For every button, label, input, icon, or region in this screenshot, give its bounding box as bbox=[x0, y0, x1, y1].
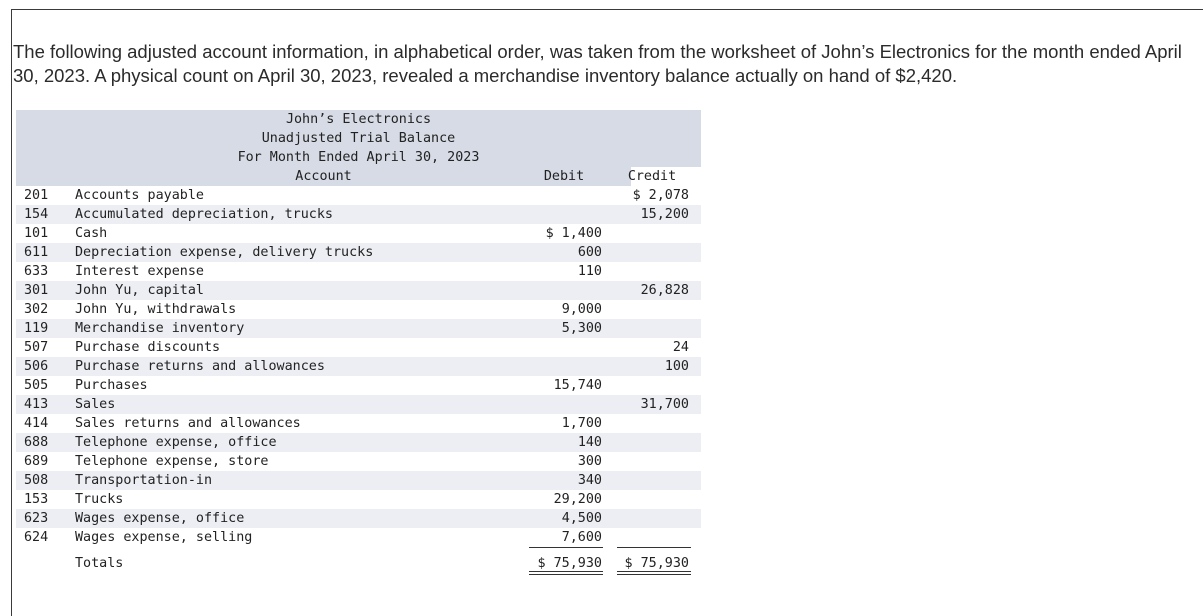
account-name: Merchandise inventory bbox=[75, 321, 245, 336]
account-name: Purchase returns and allowances bbox=[75, 359, 325, 374]
table-row bbox=[16, 376, 701, 395]
account-name: Purchase discounts bbox=[75, 340, 221, 355]
account-name: Telephone expense, store bbox=[75, 454, 269, 469]
account-number: 506 bbox=[24, 359, 49, 374]
account-name: Wages expense, selling bbox=[75, 530, 253, 545]
debit-amount: 600 bbox=[577, 245, 602, 260]
debit-amount: 9,000 bbox=[561, 302, 602, 317]
table-row bbox=[16, 224, 701, 243]
account-number: 688 bbox=[24, 435, 49, 450]
debit-double-rule-top bbox=[529, 571, 603, 572]
credit-amount: 100 bbox=[664, 359, 689, 374]
account-number: 624 bbox=[24, 530, 49, 545]
debit-amount: 340 bbox=[577, 473, 602, 488]
account-number: 119 bbox=[24, 321, 49, 336]
account-number: 302 bbox=[24, 302, 49, 317]
credit-amount: $ 2,078 bbox=[632, 188, 689, 203]
account-name: Accumulated depreciation, trucks bbox=[75, 207, 333, 222]
debit-amount: 300 bbox=[577, 454, 602, 469]
account-number: 507 bbox=[24, 340, 49, 355]
debit-amount: 7,600 bbox=[561, 530, 602, 545]
account-name: Interest expense bbox=[75, 264, 204, 279]
account-number: 611 bbox=[24, 245, 49, 260]
table-row bbox=[16, 452, 701, 471]
company-name: John’s Electronics bbox=[16, 110, 701, 129]
totals-credit: $ 75,930 bbox=[624, 556, 689, 571]
table-row bbox=[16, 319, 701, 338]
table-row bbox=[16, 338, 701, 357]
account-number: 505 bbox=[24, 378, 49, 393]
debit-amount: 4,500 bbox=[561, 511, 602, 526]
table-row bbox=[16, 433, 701, 452]
debit-amount: $ 1,400 bbox=[545, 226, 602, 241]
account-name: Wages expense, office bbox=[75, 511, 245, 526]
account-number: 153 bbox=[24, 492, 49, 507]
credit-amount: 15,200 bbox=[640, 207, 689, 222]
debit-amount: 29,200 bbox=[553, 492, 602, 507]
account-number: 633 bbox=[24, 264, 49, 279]
table-row bbox=[16, 281, 701, 300]
account-name: John Yu, withdrawals bbox=[75, 302, 237, 317]
totals-row bbox=[16, 552, 701, 576]
column-header-row bbox=[16, 167, 701, 186]
credit-amount: 24 bbox=[672, 340, 689, 355]
debit-amount: 140 bbox=[577, 435, 602, 450]
table-row bbox=[16, 357, 701, 376]
account-number: 301 bbox=[24, 283, 49, 298]
account-name: Trucks bbox=[75, 492, 124, 507]
table-row bbox=[16, 205, 701, 224]
account-number: 154 bbox=[24, 207, 49, 222]
account-name: Sales returns and allowances bbox=[75, 416, 301, 431]
totals-debit: $ 75,930 bbox=[537, 556, 602, 571]
credit-amount: 31,700 bbox=[640, 397, 689, 412]
account-name: John Yu, capital bbox=[75, 283, 204, 298]
table-row bbox=[16, 509, 701, 528]
header-debit: Debit bbox=[543, 169, 585, 184]
account-name: Transportation-in bbox=[75, 473, 213, 488]
table-row bbox=[16, 528, 701, 547]
debit-amount: 5,300 bbox=[561, 321, 602, 336]
header-credit: Credit bbox=[627, 169, 677, 184]
problem-intro-text: The following adjusted account information, in alphabetical order, was taken from the worksheet of John’s Electronics for the month ended April 30, 2023. A physical count on April 30, 2023, revealed a merchandise inventory balance actually on hand of $2,420. bbox=[13, 41, 1182, 86]
debit-double-rule-bottom bbox=[529, 574, 603, 575]
account-number: 101 bbox=[24, 226, 49, 241]
credit-amount: 26,828 bbox=[640, 283, 689, 298]
credit-subtotal-rule bbox=[617, 547, 691, 548]
account-number: 414 bbox=[24, 416, 49, 431]
table-row bbox=[16, 414, 701, 433]
account-number: 201 bbox=[24, 188, 49, 203]
account-number: 623 bbox=[24, 511, 49, 526]
account-name: Purchases bbox=[75, 378, 148, 393]
debit-amount: 15,740 bbox=[553, 378, 602, 393]
table-row bbox=[16, 186, 701, 205]
table-row bbox=[16, 395, 701, 414]
account-name: Accounts payable bbox=[75, 188, 204, 203]
table-row bbox=[16, 471, 701, 490]
table-row bbox=[16, 490, 701, 509]
credit-double-rule-top bbox=[617, 571, 691, 572]
table-row bbox=[16, 300, 701, 319]
debit-amount: 1,700 bbox=[561, 416, 602, 431]
debit-subtotal-rule bbox=[529, 547, 603, 548]
account-name: Cash bbox=[75, 226, 108, 241]
account-number: 689 bbox=[24, 454, 49, 469]
account-number: 508 bbox=[24, 473, 49, 488]
header-account: Account bbox=[16, 167, 631, 186]
table-row bbox=[16, 262, 701, 281]
statement-period: For Month Ended April 30, 2023 bbox=[16, 148, 701, 167]
account-name: Depreciation expense, delivery trucks bbox=[75, 245, 374, 260]
trial-balance-table bbox=[16, 110, 701, 595]
account-number: 413 bbox=[24, 397, 49, 412]
totals-label: Totals bbox=[75, 556, 124, 571]
account-name: Telephone expense, office bbox=[75, 435, 277, 450]
credit-double-rule-bottom bbox=[617, 574, 691, 575]
debit-amount: 110 bbox=[577, 264, 602, 279]
table-row bbox=[16, 243, 701, 262]
statement-title: Unadjusted Trial Balance bbox=[16, 129, 701, 148]
account-name: Sales bbox=[75, 397, 116, 412]
